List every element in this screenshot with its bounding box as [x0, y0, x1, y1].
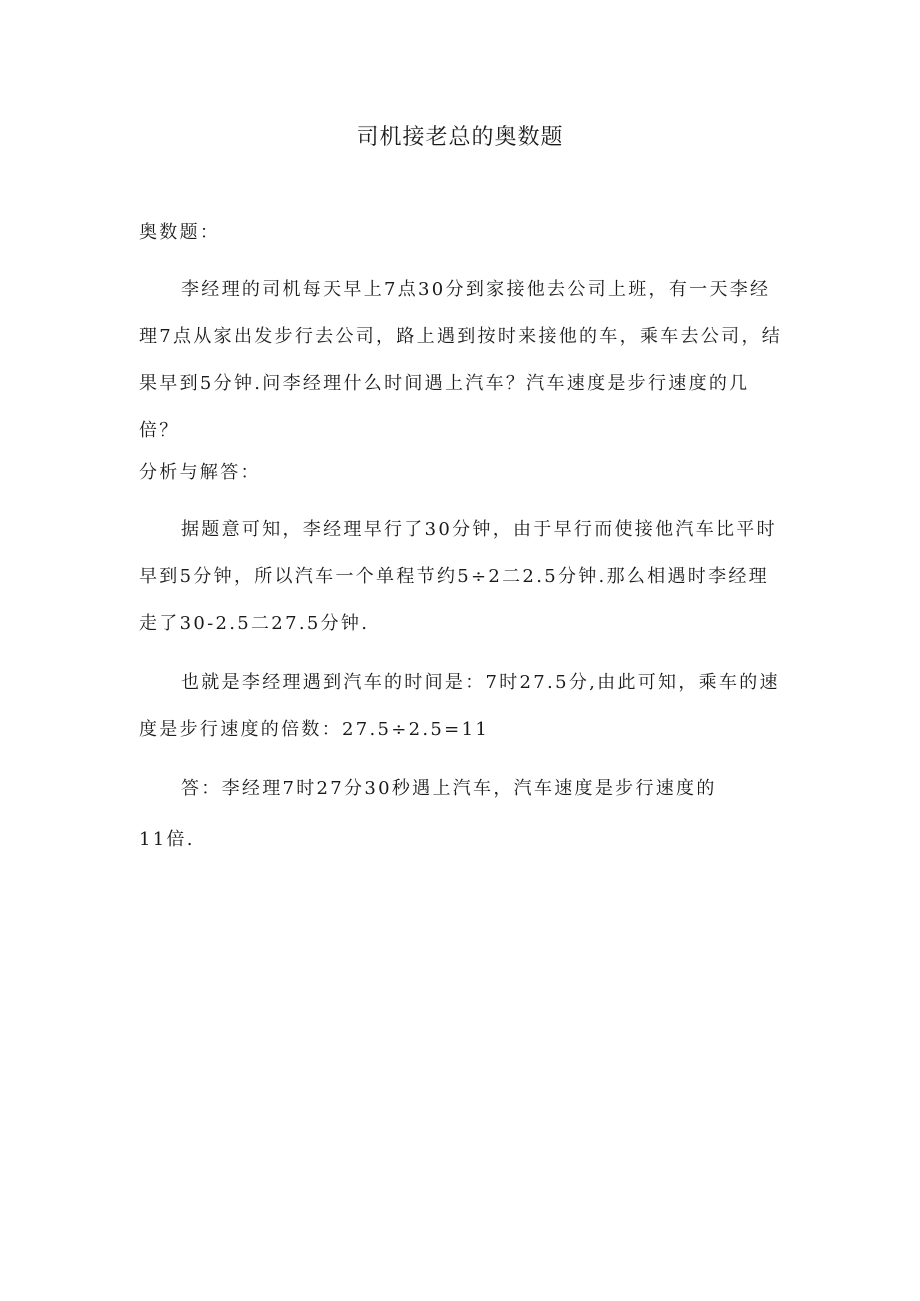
problem-text: 李经理的司机每天早上7点30分到家接他去公司上班，有一天李经理7点从家出发步行去公司，路上遇到按时来接他的车，乘车去公司，结果早到5分钟.问李经理什么时间遇上汽车？汽车速度是步行速度的几倍？: [139, 279, 783, 441]
solution-final-line: 11倍.: [139, 829, 195, 850]
problem-label: 奥数题：: [139, 222, 221, 243]
solution-paragraph-2: 也就是李经理遇到汽车的时间是：7时27.5分,由此可知，乘车的速度是步行速度的倍数：27.5÷2.5=11: [139, 672, 780, 740]
document-title: 司机接老总的奥数题: [356, 125, 564, 150]
solution-section: [139, 460, 789, 863]
solution-label: 分析与解答：: [139, 462, 261, 483]
solution-paragraph-1: 据题意可知，李经理早行了30分钟，由于早行而使接他汽车比平时早到5分钟，所以汽车一个单程节约5÷2二2.5分钟.那么相遇时李经理走了30-2.5二27.5分钟.: [139, 519, 777, 634]
solution-paragraph-3: 答：李经理7时27分30秒遇上汽车，汽车速度是步行速度的: [181, 778, 717, 799]
problem-section: [139, 220, 789, 454]
